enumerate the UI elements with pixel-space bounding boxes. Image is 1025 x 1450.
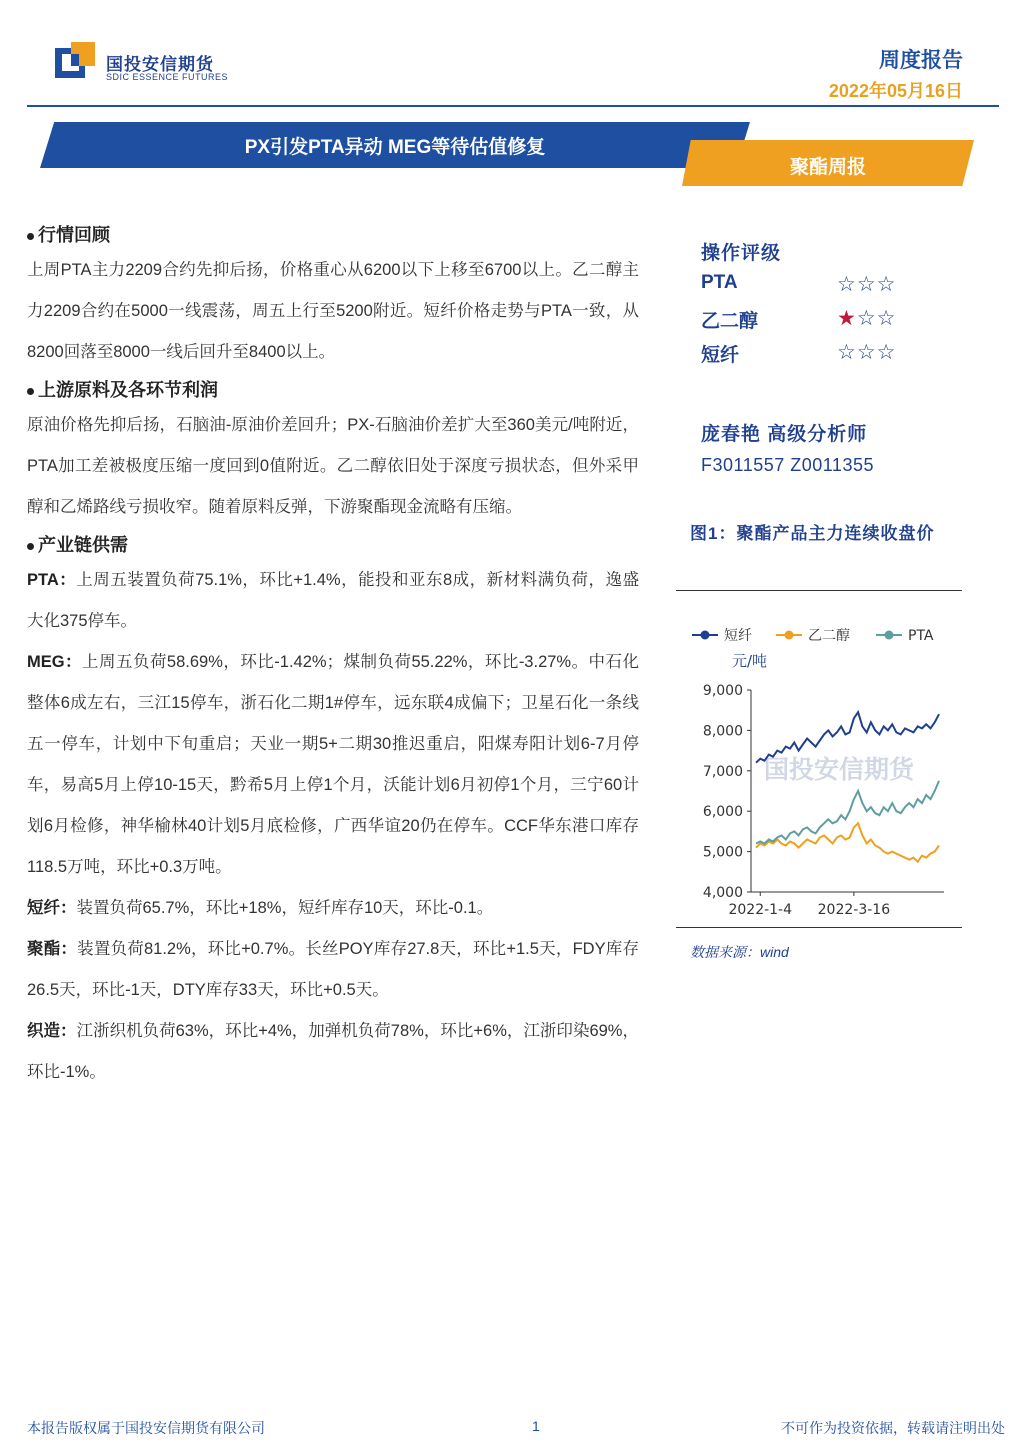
rating-row-pta: PTA ☆☆☆	[701, 272, 897, 296]
analyst-cert: F3011557 Z0011355	[701, 455, 874, 475]
review-text: 上周PTA主力2209合约先抑后扬，价格重心从6200以下上移至6700以上。乙二醇主力2209合约在5000一线震荡，周五上行至5200附近。短纤价格走势与PTA一致，从8200回落至8000一线后回升至8400以上。	[27, 261, 639, 361]
figure-title: 图1：聚酯产品主力连续收盘价	[690, 524, 935, 543]
y-axis-unit: 元/吨	[732, 652, 768, 670]
bullet-icon	[27, 388, 34, 395]
rating-row-meg: 乙二醇 ★☆☆	[701, 307, 897, 332]
upstream-text: 原油价格先抑后扬，石脑油-原油价差回升；PX-石脑油价差扩大至360美元/吨附近，PTA加工差被极度压缩一度回到0值附近。乙二醇依旧处于深度亏损状态，但外采甲醇和乙烯路线亏损收窄。随着原料反弹，下游聚酯现金流略有压缩。	[27, 416, 639, 516]
page-number: 1	[532, 1418, 540, 1434]
legend-label: 短纤	[724, 628, 752, 644]
data-source: 数据来源：wind	[690, 944, 789, 960]
supply-item-polyester: 聚酯：装置负荷81.2%，环比+0.7%。长丝POY库存27.8天，环比+1.5天，FDY库存26.5天，环比-1天，DTY库存33天，环比+0.5天。	[27, 940, 640, 999]
y-tick-label: 7,000	[702, 763, 743, 780]
legend-label: PTA	[908, 628, 934, 644]
analyst-name: 庞春艳 高级分析师	[701, 424, 868, 445]
footer-copyright: 本报告版权属于国投安信期货有限公司	[27, 1420, 265, 1436]
supply-item-meg: MEG：上周五负荷58.69%，环比-1.42%；煤制负荷55.22%，环比-3.27%。中石化整体6成左右，三江15停车，浙石化二期1#停车，远东联4成偏下；卫星石化一条线五一停车，计划中下旬重启；天业一期5+二期30推迟重启，阳煤寿阳计划6-7月停车，易高5月上停10-15天，黔希5月上停1个月，沃能计划6月初停1个月，三宁60计划6月检修，神华榆林40计划5月底检修，广西华谊20仍在停车。CCF华东港口库存118.5万吨，环比+0.3万吨。	[27, 653, 639, 876]
figure-divider	[676, 590, 962, 591]
bullet-icon	[27, 233, 34, 240]
y-tick-label: 9,000	[702, 683, 743, 699]
company-logo-icon	[55, 42, 95, 82]
star-rating: ★☆☆	[837, 307, 897, 330]
y-tick-label: 5,000	[702, 844, 743, 861]
y-tick-label: 4,000	[702, 885, 743, 901]
report-tag: 聚酯周报	[789, 157, 866, 178]
legend-marker	[885, 631, 894, 640]
series-line	[756, 823, 939, 861]
supply-item-weaving: 织造：江浙织机负荷63%，环比+4%，加弹机负荷78%，环比+6%，江浙印染69%，环比-1%。	[27, 1022, 639, 1081]
legend-label: 乙二醇	[808, 628, 850, 644]
main-content	[27, 218, 639, 1093]
y-tick-label: 8,000	[702, 723, 743, 740]
report-date: 2022年05月16日	[828, 81, 963, 101]
series-line	[756, 781, 939, 844]
company-name-en: SDIC ESSENCE FUTURES	[106, 72, 229, 82]
footer-disclaimer: 不可作为投资依据，转载请注明出处	[781, 1420, 1005, 1436]
section-title-upstream: 上游原料及各环节利润	[27, 375, 639, 405]
star-rating: ☆☆☆	[837, 273, 897, 296]
figure-divider-bottom	[676, 927, 962, 928]
supply-item-pta: PTA：上周五装置负荷75.1%，环比+1.4%，能投和亚东8成，新材料满负荷，逸盛大化375停车。	[27, 571, 639, 630]
report-type: 周度报告	[879, 49, 963, 72]
report-title: PX引发PTA异动 MEG等待估值修复	[244, 137, 546, 158]
price-line-chart	[676, 612, 966, 927]
rating-row-psf: 短纤 ☆☆☆	[701, 341, 897, 366]
header-divider	[27, 105, 999, 107]
legend-marker	[785, 631, 794, 640]
supply-item-psf: 短纤：装置负荷65.7%，环比+18%，短纤库存10天，环比-0.1。	[27, 899, 494, 917]
company-name-cn: 国投安信期货	[106, 55, 214, 74]
rating-title: 操作评级	[701, 243, 782, 264]
x-tick-label: 2022-1-4	[728, 902, 793, 918]
watermark-text: 国投安信期货	[764, 755, 915, 784]
legend-marker	[701, 631, 710, 640]
y-tick-label: 6,000	[702, 804, 743, 821]
section-title-review: 行情回顾	[27, 220, 639, 250]
star-rating: ☆☆☆	[837, 341, 897, 364]
section-title-supply: 产业链供需	[27, 530, 639, 560]
x-tick-label: 2022-3-16	[817, 902, 891, 918]
bullet-icon	[27, 543, 34, 550]
